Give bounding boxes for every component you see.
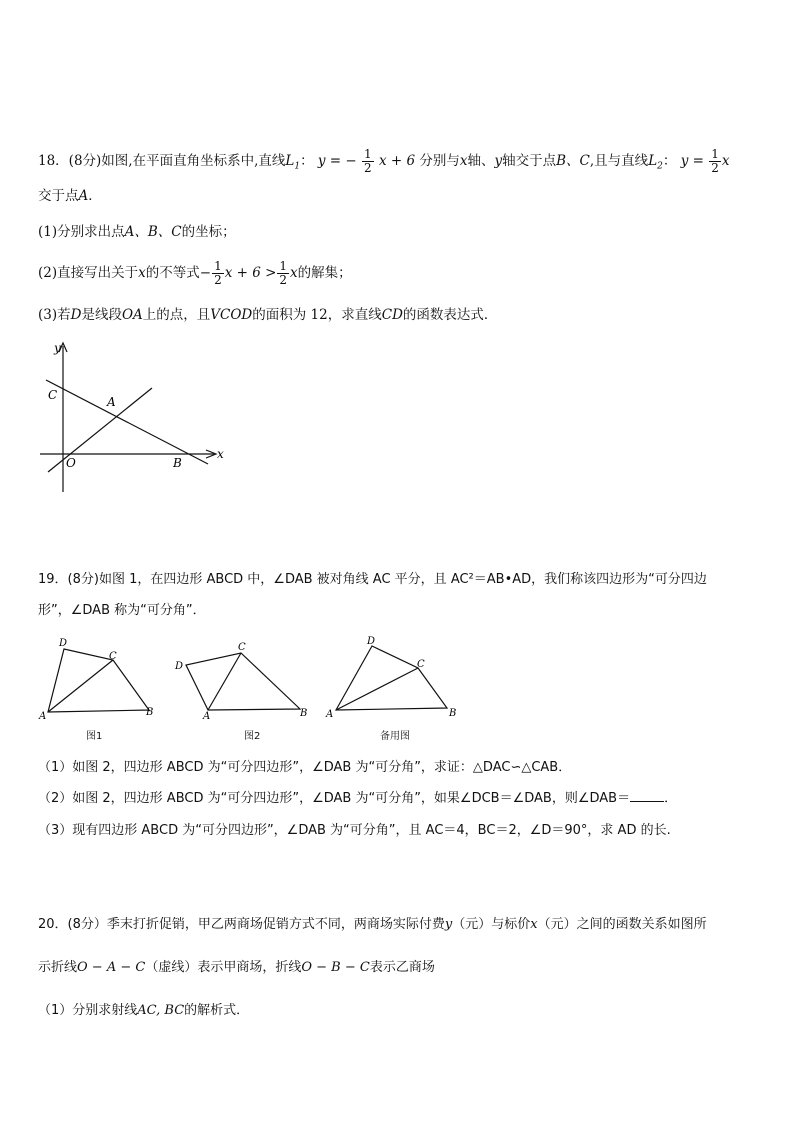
triangle-cod: VCOD	[210, 307, 253, 323]
fig2-label-c: C	[238, 642, 246, 653]
q18-text: 的解集；	[297, 265, 352, 281]
path-oac: O − A − C	[77, 960, 146, 975]
fig1-label-b: B	[146, 707, 154, 718]
fig3-label-c: C	[417, 659, 425, 670]
q18-text: 轴交于点	[502, 153, 557, 169]
answer-blank[interactable]	[630, 789, 664, 802]
fig1-label-a: A	[39, 711, 47, 722]
diagonal-ac-1	[48, 660, 113, 712]
line-L2: $L_2$	[648, 153, 663, 172]
q19-stem-line2: 形”，∠DAB 称为“可分角”．	[38, 603, 206, 618]
q18-text: ．	[88, 188, 102, 204]
inequality: x + 6 >	[224, 265, 277, 281]
fig2-label-b: B	[300, 708, 308, 719]
label-o: O	[66, 456, 76, 470]
q18-text: 的函数表达式．	[402, 307, 498, 323]
q19-part2	[38, 789, 677, 809]
eq2-lhs: y =	[680, 153, 704, 169]
label-c: C	[48, 388, 58, 402]
q18-text: 的面积为 12，求直线	[252, 307, 382, 323]
q18-stem-text: 18．(8分)如图,在平面直角坐标系中,直线	[38, 153, 286, 169]
var-x: x	[138, 265, 146, 281]
q18-coordinate-figure	[30, 338, 240, 498]
fraction-half: $\frac{1}{2}$	[364, 147, 372, 175]
q20-text: （元）之间的函数关系如图所	[537, 917, 707, 932]
q19-spare-figure	[320, 632, 465, 722]
q18-text: 上的点，且	[142, 307, 211, 323]
var-x: x	[459, 153, 468, 169]
fraction-half: $\frac{1}{2}$	[279, 259, 288, 287]
line-cd: CD	[381, 307, 403, 323]
points-abc: A、B、C	[124, 224, 182, 240]
quad-abcd-1	[48, 649, 149, 712]
q18-part3	[38, 305, 497, 325]
var-y: y	[444, 917, 453, 932]
q19-caption-2: 图2	[244, 731, 261, 742]
q18-part2	[38, 260, 352, 287]
quad-abcd-3	[336, 646, 447, 710]
var-y: y	[494, 153, 503, 169]
fig3-label-a: A	[326, 709, 334, 720]
q19-part3: （3）现有四边形 ABCD 为“可分四边形”，∠DAB 为“可分角”，且 AC＝4，BC＝2，∠D＝90°，求 AD 的长.	[38, 823, 671, 838]
fig1-label-d: D	[59, 638, 68, 649]
quad-abcd-2	[186, 653, 300, 710]
line-L1: $L_1$	[285, 153, 301, 172]
fraction-half: $\frac{1}{2}$	[214, 259, 222, 287]
colon: ：	[300, 153, 314, 169]
period: ．	[664, 791, 678, 806]
q20-text: 的解析式．	[184, 1003, 250, 1018]
q19-figure-1	[36, 632, 166, 722]
q18-text: 交于点	[38, 188, 79, 204]
label-a: A	[107, 395, 116, 409]
q18-text: 的不等式−	[145, 265, 212, 281]
fig3-label-d: D	[367, 636, 376, 647]
segment-oa: OA	[121, 307, 143, 323]
q20-text: （元）与标价	[452, 917, 531, 932]
q18-stem-line2	[38, 186, 102, 206]
q18-text: ,且与直线	[589, 153, 649, 169]
q18-text: 轴、	[467, 153, 495, 169]
q20-text: （1）分别求射线	[38, 1003, 138, 1018]
fig1-label-c: C	[109, 651, 117, 662]
rays-ac-bc: AC, BC	[137, 1003, 185, 1018]
q18-text: (3)若	[38, 307, 71, 323]
q18-text: 分别与	[419, 153, 460, 169]
q20-stem-line2	[38, 958, 435, 978]
q20-text: 20．(8分）季末打折促销，甲乙两商场促销方式不同，两商场实际付费	[38, 917, 445, 932]
line-l1	[46, 380, 208, 464]
q19-caption-1: 图1	[86, 731, 103, 742]
label-x: x	[217, 447, 224, 461]
path-obc: O − B − C	[301, 960, 370, 975]
eq2-rhs: x	[721, 153, 730, 169]
q18-stem-line1	[38, 148, 729, 177]
q18-text: (1)分别求出点	[38, 224, 125, 240]
q18-part1	[38, 222, 236, 242]
q19-part1: （1）如图 2，四边形 ABCD 为“可分四边形”，∠DAB 为“可分角”，求证：△DAC∽△CAB．	[38, 760, 572, 775]
q19-part2-text: （2）如图 2，四边形 ABCD 为“可分四边形”，∠DAB 为“可分角”，如果∠DCB＝∠DAB，则∠DAB＝	[38, 791, 631, 806]
eq1-lhs: y = −	[317, 153, 357, 169]
fig2-label-a: A	[203, 711, 211, 722]
q19-figure-2	[172, 636, 312, 722]
point-d: D	[70, 307, 82, 323]
q19-caption-spare: 备用图	[380, 731, 410, 742]
q20-text: 表示乙商场	[369, 960, 435, 975]
var-x: x	[530, 917, 538, 932]
label-b: B	[173, 456, 182, 470]
q19-stem-line1: 19．(8分)如图 1，在四边形 ABCD 中，∠DAB 被对角线 AC 平分，且 AC²＝AB•AD，我们称该四边形为“可分四边	[38, 572, 707, 587]
point-a: A	[78, 188, 89, 204]
q20-text: （虚线）表示甲商场，折线	[145, 960, 302, 975]
fraction-half: $\frac{1}{2}$	[711, 147, 719, 175]
diagonal-ac-2	[208, 653, 241, 710]
q18-text: (2)直接写出关于	[38, 265, 139, 281]
q20-stem-line1	[38, 915, 707, 935]
fig3-label-b: B	[449, 708, 457, 719]
colon: ：	[662, 153, 677, 169]
fig2-label-d: D	[175, 661, 184, 672]
q20-part1	[38, 1001, 249, 1021]
var-x: x	[290, 265, 298, 281]
q18-text: 的坐标；	[181, 224, 236, 240]
label-y: y	[54, 341, 61, 355]
points-bc: B、C	[556, 153, 590, 169]
q18-text: 是线段	[81, 307, 122, 323]
eq1-rhs: x + 6	[378, 153, 416, 169]
q20-text: 示折线	[38, 960, 78, 975]
